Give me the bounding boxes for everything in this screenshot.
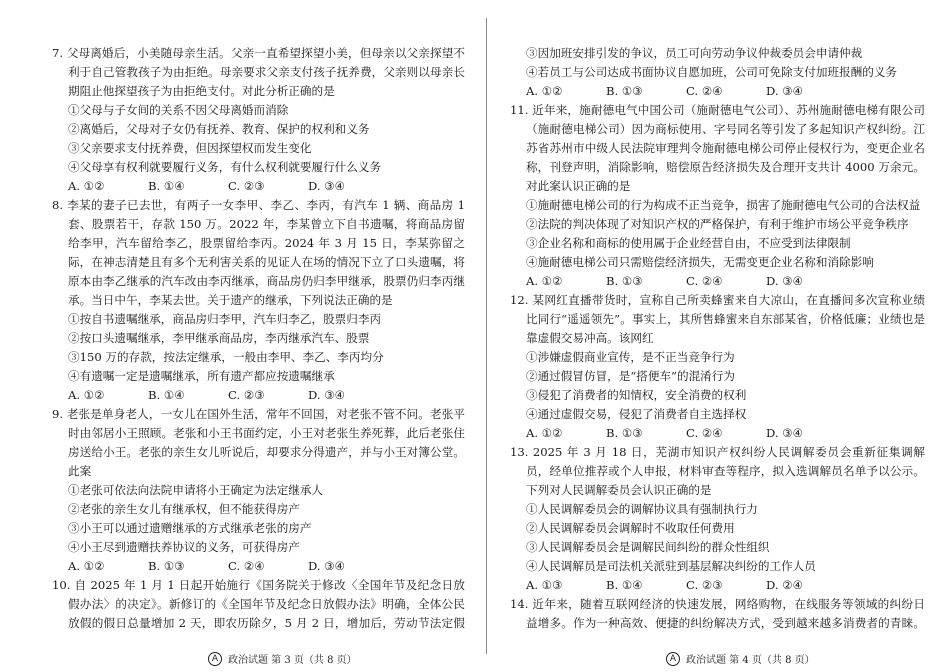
statement-option: ③因加班安排引发的争议，员工可向劳动争议仲裁委员会申请仲裁 [526,46,863,60]
answer-choices [510,424,925,443]
statement-option: ④小王尽到遗赠扶养协议的义务，可获得房产 [68,540,300,554]
answer-choice: A. ①② [526,426,563,440]
question-block [510,595,925,632]
answer-choices [52,177,465,196]
answer-choice: C. ②③ [228,388,265,402]
answer-choice: C. ②④ [686,426,723,440]
right-page-column [510,44,925,632]
answer-choice: D. ③④ [766,84,804,98]
statement-option: ①父母与子女间的关系不因父母离婚而消除 [68,103,289,117]
answer-choice: A. ①② [68,179,105,193]
statement-option: ①人民调解委员会的调解协议具有强制执行力 [526,502,758,516]
answer-choice: B. ①④ [148,179,185,193]
answer-choice: C. ②④ [228,559,265,573]
footer-page-label: 政治试题 第 4 页（共 8 页） [686,655,815,666]
statement-option: ③侵犯了消费者的知情权，安全消费的权利 [526,388,747,402]
answer-choice: C. ②③ [686,578,723,592]
answer-choice: A. ①② [526,274,563,288]
footer-left [208,651,357,666]
paper-version-badge: A [666,652,680,666]
question-block [52,196,465,405]
answer-choice: D. ③④ [766,426,804,440]
answer-choice: C. ②④ [686,84,723,98]
statement-option: ④父母享有权利就要履行义务，有什么权利就要履行什么义务 [68,160,382,174]
statement-option: ③人民调解委员会是调解民间纠纷的群众性组织 [526,540,770,554]
question-stem: 12. 某网红直播带货时，宣称自己所卖蜂蜜来自大凉山，在直播间多次宣称业绩比同行“遥遥领先”。事实上，其所售蜂蜜来自东部某省，价格低廉；业绩也是靠虚假交易冲高。该网红 [510,293,925,345]
answer-choice: D. ③④ [308,559,346,573]
statement-option: ②离婚后，父母对子女仍有抚养、教育、保护的权利和义务 [68,122,370,136]
answer-choice: A. ①② [68,388,105,402]
answer-choices [510,576,925,595]
paper-version-badge: A [208,652,222,666]
question-block [510,291,925,443]
column-divider [486,18,487,654]
statement-option: ②法院的判决体现了对知识产权的严格保护，有利于维护市场公平竞争秩序 [526,217,909,231]
statement-option: ②通过假冒仿冒，是“搭便车”的混淆行为 [526,369,735,383]
question-stem: 11. 近年来，施耐德电气中国公司（施耐德电气公司）、苏州施耐德电梯有限公司（施耐德电梯公司）因为商标使用、字号同名等引发了多起知识产权纠纷。江苏省苏州市中级人民法院审理判令施耐德电梯公司停止侵权行为，变更企业名称，刊登声明，消除影响，赔偿原告经济损失及合理开支共计 4000 万余元。对此案认识正确的是 [510,103,925,193]
answer-choice: D. ③④ [308,179,346,193]
answer-choices [510,272,925,291]
statement-option: ②老张的亲生女儿有继承权，但不能获得房产 [68,502,300,516]
question-stem: 7. 父母离婚后，小美随母亲生活。父亲一直希望探望小美，但母亲以父亲探望不利于自己管教孩子为由拒绝。母亲要求父亲支付孩子抚养费，父亲则以母亲长期阻止他探望孩子为由拒绝支付。对此分析正确的是 [52,46,465,98]
question-block [510,101,925,291]
answer-choices [52,386,465,405]
statement-option: ③企业名称和商标的使用属于企业经营自由，不应受到法律限制 [526,236,851,250]
statement-option: ②按口头遗嘱继承，李甲继承商品房，李丙继承汽车、股票 [68,331,370,345]
statement-option: ④有遗嘱一定是遗嘱继承，所有遗产都应按遗嘱继承 [68,369,335,383]
answer-choice: A. ①③ [526,578,563,592]
question-stem: 9. 老张是单身老人，一女儿在国外生活，常年不回国，对老张不管不问。老张平时由邻居小王照顾。老张和小王书面约定，小王对老张生养死葬，此后老张住房送给小王。老张的亲生女儿听说后，却要求分得遗产，并与小王对簿公堂。此案 [52,407,465,478]
answer-choices [52,557,465,576]
answer-choices [510,82,925,101]
answer-choice: D. ③④ [308,388,346,402]
statement-option: ④通过虚假交易，侵犯了消费者自主选择权 [526,407,747,421]
answer-choice: B. ①③ [606,426,643,440]
footer-page-label: 政治试题 第 3 页（共 8 页） [228,655,357,666]
statement-option: ③小王可以通过遗赠继承的方式继承老张的房产 [68,521,312,535]
question-stem: 10. 自 2025 年 1 月 1 日起开始施行《国务院关于修改〈全国年节及纪念日放假办法〉的决定》。新修订的《全国年节及纪念日放假办法》明确，全体公民放假的假日总量增加 2 天，即农历除夕，5 月 2 日，增加后，劳动节法定假 [52,578,465,630]
question-stem: 14. 近年来，随着互联网经济的快速发展，网络购物，在线服务等领域的纠纷日益增多。作为一种高效、便捷的纠纷解决方式，受到越来越多消费者的青睐。 [510,597,925,630]
answer-choice: B. ①④ [606,578,643,592]
answer-choice: A. ①② [526,84,563,98]
answer-choice: B. ①③ [606,274,643,288]
footer-right [666,651,815,666]
answer-choice: B. ①④ [148,388,185,402]
statement-option: ①施耐德电梯公司的行为构成不正当竞争，损害了施耐德电气公司的合法权益 [526,198,921,212]
left-page-column [52,44,465,632]
statement-option: ④若员工与公司达成书面协议自愿加班，公司可免除支付加班报酬的义务 [526,65,898,79]
answer-choice: D. ②④ [766,578,804,592]
answer-choice: D. ③④ [766,274,804,288]
answer-choice: A. ①② [68,559,105,573]
answer-choice: C. ②④ [686,274,723,288]
statement-option: ④人民调解员是司法机关派驻到基层解决纠纷的工作人员 [526,559,816,573]
statement-option: ②人民调解委员会调解时不收取任何费用 [526,521,735,535]
question-block [52,405,465,576]
statement-option: ①老张可依法向法院申请将小王确定为法定继承人 [68,483,324,497]
answer-choice: B. ①③ [606,84,643,98]
question-block [52,44,465,196]
statement-option: ①涉嫌虚假商业宣传，是不正当竞争行为 [526,350,735,364]
statement-option: ③150 万的存款，按法定继承，一般由李甲、李乙、李丙均分 [68,350,384,364]
statement-option: ④施耐德电梯公司只需赔偿经济损失，无需变更企业名称和消除影响 [526,255,874,269]
answer-choice: C. ②③ [228,179,265,193]
question-block [510,443,925,595]
answer-choice: B. ①③ [148,559,185,573]
question-stem: 13. 2025 年 3 月 18 日，芜湖市知识产权纠纷人民调解委员会重新征集调解员，经单位推荐或个人申报，材料审查等程序，拟入选调解员名单予以公示。下列对人民调解委员会认识正确的是 [510,445,925,497]
question-block [510,44,925,101]
question-stem: 8. 李某的妻子已去世，有两子一女李甲、李乙、李丙，有汽车 1 辆、商品房 1 套、股票若干，存款 150 万。2022 年，李某曾立下自书遗嘱，将商品房留给李甲，汽车留给李乙，股票留给李丙。2024 年 3 月 15 日，李某弥留之际，在神志清楚且有多个无利害关系的见证人在场的情况下立了口头遗嘱，将原本由李乙继承的汽车改由李丙继承，商品房仍归李甲继承，股票仍归李丙继承。当日中午，李某去世。关于遗产的继承，下列说法正确的是 [52,198,465,307]
statement-option: ①按自书遗嘱继承，商品房归李甲，汽车归李乙，股票归李丙 [68,312,382,326]
statement-option: ③父亲要求支付抚养费，但因探望权而发生变化 [68,141,312,155]
question-block [52,576,465,632]
